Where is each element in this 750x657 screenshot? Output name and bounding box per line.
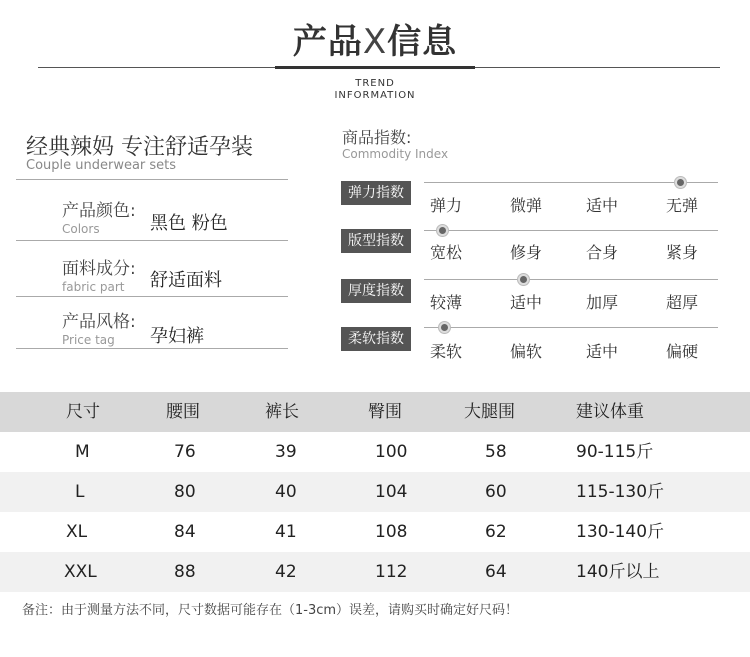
table-cell: 42 [275, 562, 297, 582]
property-label: 产品风格: [62, 312, 136, 332]
index-track [424, 279, 718, 280]
table-cell: 41 [275, 522, 297, 542]
index-label-thickness: 厚度指数 [341, 279, 411, 303]
table-cell: 80 [174, 482, 196, 502]
index-option: 紧身 [666, 243, 699, 262]
title-left: 产品 [292, 22, 363, 62]
index-track [424, 327, 718, 328]
index-option: 适中 [510, 293, 543, 312]
divider [16, 240, 288, 241]
property-colors [62, 196, 136, 236]
index-option: 弹力 [430, 196, 463, 215]
table-cell: 39 [275, 442, 297, 462]
property-value-fabric: 舒适面料 [150, 270, 222, 291]
table-cell: 62 [485, 522, 507, 542]
index-marker [518, 274, 529, 285]
table-cell: 104 [375, 482, 408, 502]
table-cell: 108 [375, 522, 408, 542]
header-cell: 臀围 [368, 402, 402, 422]
property-label-en: Colors [62, 222, 100, 236]
table-cell: 58 [485, 442, 507, 462]
title-right: 信息 [387, 22, 458, 62]
index-label-elasticity: 弹力指数 [341, 181, 411, 205]
trend-label: TREND [355, 78, 395, 89]
property-value-style: 孕妇裤 [150, 326, 204, 347]
table-row [0, 552, 750, 592]
index-label-softness: 柔软指数 [341, 327, 411, 351]
header-cell: 建议体重 [576, 402, 644, 422]
header-divider-accent [275, 66, 475, 69]
index-track [424, 230, 718, 231]
index-option: 合身 [586, 243, 619, 262]
divider [16, 179, 288, 180]
index-track [424, 182, 718, 183]
property-label-en: fabric part [62, 280, 125, 294]
table-cell: XL [66, 522, 88, 542]
title-x: X [362, 22, 388, 62]
table-cell: 84 [174, 522, 196, 542]
index-marker [675, 177, 686, 188]
index-subtitle: Commodity Index [342, 147, 449, 161]
information-label: INFORMATION [334, 90, 416, 101]
table-row [0, 512, 750, 552]
index-option: 适中 [586, 196, 619, 215]
brand-subtitle: Couple underwear sets [26, 158, 177, 173]
table-cell: 88 [174, 562, 196, 582]
table-cell: 100 [375, 442, 408, 462]
index-option: 无弹 [666, 196, 699, 215]
index-option: 宽松 [430, 243, 463, 262]
property-label: 产品颜色: [62, 201, 136, 221]
index-label-fit: 版型指数 [341, 229, 411, 253]
table-cell: 115-130斤 [576, 482, 665, 502]
table-cell: 140斤以上 [576, 562, 660, 582]
brand-slogan: 经典辣妈 专注舒适孕装 [26, 135, 253, 160]
index-title: 商品指数: [342, 128, 412, 147]
index-option: 加厚 [586, 293, 619, 312]
size-table-header [0, 392, 750, 432]
table-row [0, 432, 750, 472]
table-cell: 76 [174, 442, 196, 462]
table-cell: M [75, 442, 90, 462]
size-note: 备注：由于测量方法不同，尺寸数据可能存在（1-3cm）误差，请购买时确定好尺码！ [22, 603, 519, 618]
header-cell: 大腿围 [464, 402, 515, 422]
property-label-en: Price tag [62, 333, 115, 347]
index-marker [439, 322, 450, 333]
table-cell: XXL [64, 562, 97, 582]
index-option: 偏软 [510, 342, 543, 361]
index-option: 偏硬 [666, 342, 699, 361]
header-cell: 尺寸 [66, 402, 100, 422]
header-cell: 裤长 [265, 402, 299, 422]
table-cell: 130-140斤 [576, 522, 665, 542]
index-option: 超厚 [666, 293, 699, 312]
property-style [62, 307, 136, 347]
page-title [0, 14, 750, 63]
index-marker [437, 225, 448, 236]
index-option: 微弹 [510, 196, 543, 215]
table-row [0, 472, 750, 512]
index-option: 修身 [510, 243, 543, 262]
property-fabric [62, 254, 136, 294]
divider [16, 348, 288, 349]
table-cell: L [75, 482, 85, 502]
header-cell: 腰围 [166, 402, 200, 422]
property-value-colors: 黑色 粉色 [150, 213, 228, 234]
index-option: 较薄 [430, 293, 463, 312]
property-label: 面料成分: [62, 259, 136, 279]
divider [16, 296, 288, 297]
table-cell: 90-115斤 [576, 442, 654, 462]
table-cell: 60 [485, 482, 507, 502]
index-option: 适中 [586, 342, 619, 361]
table-cell: 40 [275, 482, 297, 502]
index-option: 柔软 [430, 342, 463, 361]
table-cell: 112 [375, 562, 408, 582]
table-cell: 64 [485, 562, 507, 582]
